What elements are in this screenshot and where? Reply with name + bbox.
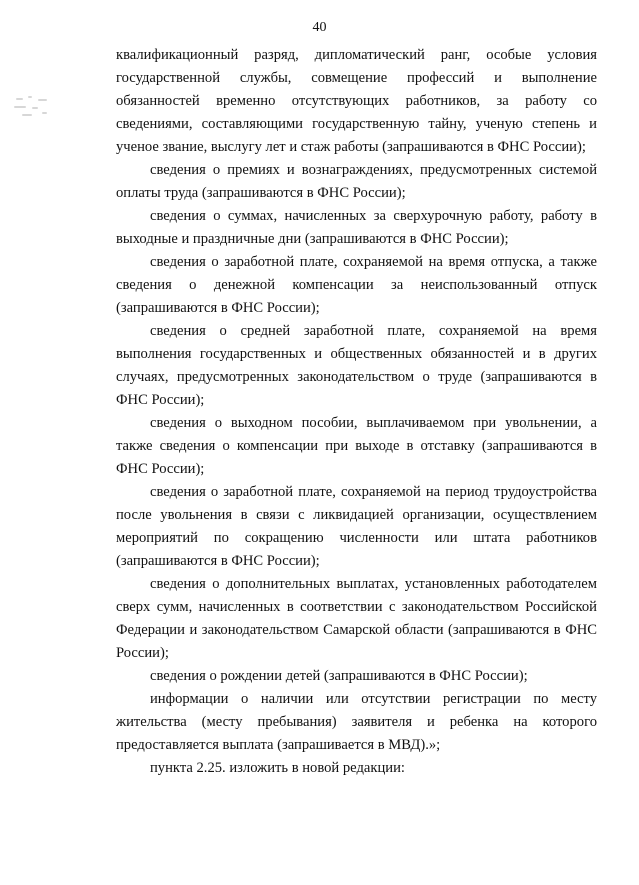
paragraph-6: сведения о выходном пособии, выплачиваемом при увольнении, а также сведения о компенсации при выходе в отставку (запрашиваются в ФНС России); (116, 415, 597, 477)
paragraph-8: сведения о дополнительных выплатах, установленных работодателем сверх сумм, начисленных в соответствии с законодательством Российской Федерации и законодательством Самарской области (запрашиваются в ФНС России); (116, 576, 597, 661)
document-body (116, 44, 597, 780)
paragraph-2: сведения о премиях и вознаграждениях, предусмотренных системой оплаты труда (запрашиваются в ФНС России); (116, 162, 597, 201)
scan-artifact (14, 96, 58, 118)
paragraph-1: квалификационный разряд, дипломатический ранг, особые условия государственной службы, совмещение профессий и выполнение обязанностей временно отсутствующих работников, за работу со сведениями, составляющими государственную тайну, ученую степень и ученое звание, выслугу лет и стаж работы (запрашиваются в ФНС России); (116, 47, 597, 155)
paragraph-3: сведения о суммах, начисленных за сверхурочную работу, работу в выходные и праздничные дни (запрашиваются в ФНС России); (116, 208, 597, 247)
paragraph-10: информации о наличии или отсутствии регистрации по месту жительства (месту пребывания) заявителя и ребенка на которого предоставляется выплата (запрашивается в МВД).»; (116, 691, 597, 753)
paragraph-11: пункта 2.25. изложить в новой редакции: (150, 760, 405, 776)
paragraph-4: сведения о заработной плате, сохраняемой на время отпуска, а также сведения о денежной компенсации за неиспользованный отпуск (запрашиваются в ФНС России); (116, 254, 597, 316)
paragraph-7: сведения о заработной плате, сохраняемой на период трудоустройства после увольнения в связи с ликвидацией организации, осуществлением мероприятий по сокращению численности или штата работников (запрашиваются в ФНС России); (116, 484, 597, 569)
paragraph-5: сведения о средней заработной плате, сохраняемой на время выполнения государственных и общественных обязанностей и в других случаях, предусмотренных законодательством о труде (запрашиваются в ФНС России); (116, 323, 597, 408)
page-number: 40 (312, 20, 327, 35)
paragraph-9: сведения о рождении детей (запрашиваются в ФНС России); (150, 668, 528, 684)
